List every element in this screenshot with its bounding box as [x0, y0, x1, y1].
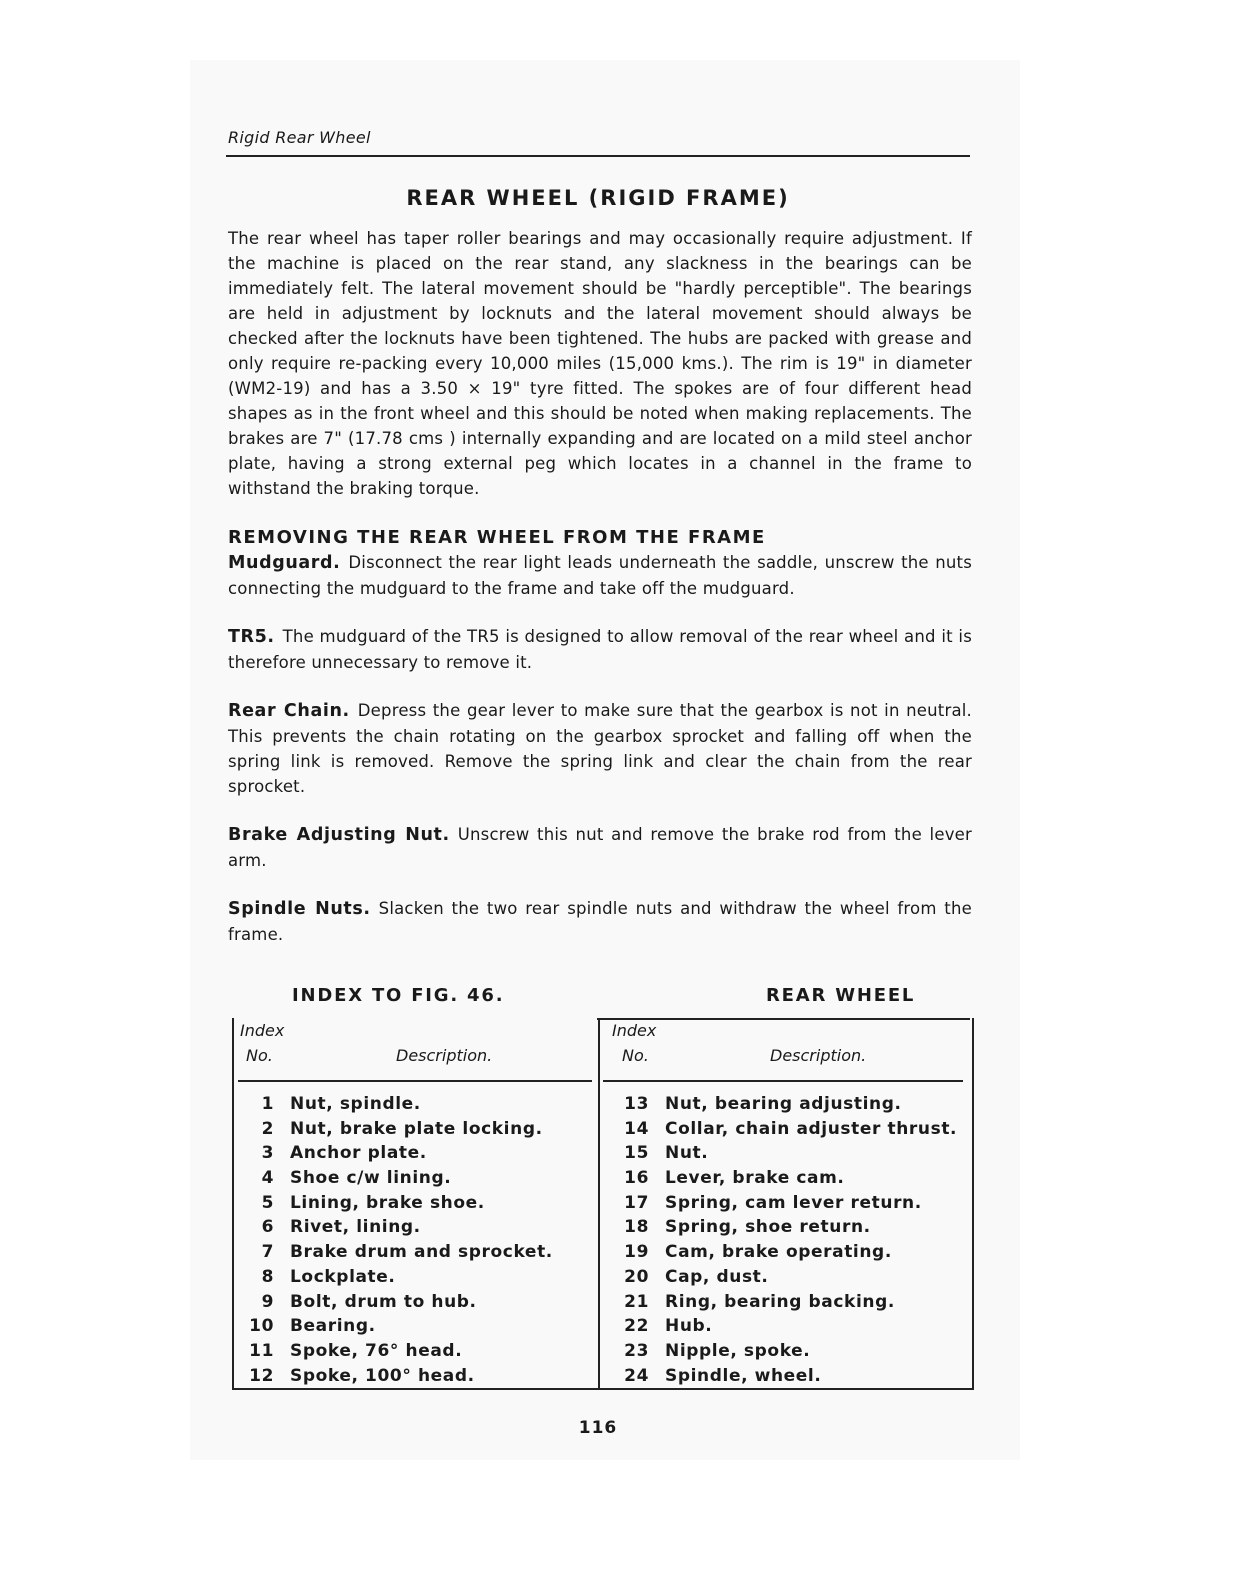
header-description-left: Description.	[396, 1046, 493, 1065]
index-number: 10	[249, 1316, 274, 1337]
index-column-right	[605, 1092, 957, 1388]
index-row	[230, 1117, 553, 1142]
index-row	[605, 1290, 957, 1315]
index-title: INDEX TO FIG. 46.	[292, 985, 505, 1006]
table-header-rule-right	[603, 1080, 963, 1082]
mudguard-paragraph	[228, 550, 972, 601]
index-row	[605, 1117, 957, 1142]
index-description: Nut, brake plate locking.	[290, 1118, 543, 1139]
index-row	[605, 1265, 957, 1290]
index-row	[230, 1215, 553, 1240]
index-row	[230, 1314, 553, 1339]
header-index-left: Index	[240, 1021, 285, 1040]
index-column-left	[230, 1092, 553, 1388]
index-description: Nut, spindle.	[290, 1094, 421, 1114]
index-number: 7	[261, 1242, 274, 1263]
index-description: Nipple, spoke.	[665, 1340, 811, 1361]
index-description: Spring, shoe return.	[665, 1217, 871, 1238]
index-row	[230, 1191, 553, 1216]
index-description: Bearing.	[290, 1316, 376, 1337]
index-description: Anchor plate.	[290, 1143, 427, 1164]
spindle-nuts-paragraph	[228, 896, 972, 947]
index-number: 21	[624, 1291, 649, 1312]
rear-chain-paragraph	[228, 698, 972, 799]
index-number: 3	[261, 1143, 274, 1164]
index-number: 1	[261, 1094, 274, 1114]
index-description: Lever, brake cam.	[665, 1168, 845, 1189]
index-number: 23	[624, 1340, 649, 1361]
index-row	[230, 1290, 553, 1315]
index-number: 22	[624, 1316, 649, 1337]
index-description: Lockplate.	[290, 1266, 396, 1287]
index-description: Collar, chain adjuster thrust.	[665, 1118, 958, 1139]
index-description: Bolt, drum to hub.	[290, 1291, 477, 1312]
index-number: 18	[624, 1217, 649, 1238]
index-row	[605, 1314, 957, 1339]
index-row	[605, 1092, 957, 1117]
table-top-rule	[597, 1018, 970, 1020]
paragraph-text: Disconnect the rear light leads underneath the saddle, unscrew the nuts connecting the mudguard to the frame and take off the mudguard.	[228, 553, 972, 598]
paragraph-text: The mudguard of the TR5 is designed to allow removal of the rear wheel and it is therefore unnecessary to remove it.	[228, 627, 972, 672]
index-number: 24	[624, 1365, 649, 1386]
index-number: 13	[624, 1094, 649, 1114]
paragraph-lead: Rear Chain.	[228, 701, 350, 721]
index-description: Cam, brake operating.	[665, 1242, 892, 1263]
index-number: 11	[249, 1340, 274, 1361]
index-description: Spindle, wheel.	[665, 1365, 822, 1386]
index-row	[230, 1240, 553, 1265]
index-row	[605, 1215, 957, 1240]
index-row	[230, 1092, 553, 1117]
intro-paragraph: The rear wheel has taper roller bearings and may occasionally require adjustment. If the machine is placed on the rear stand, any slackness in the bearings can be immediately felt. The lateral movement should be "hardly perceptible". The bearings are held in adjustment by locknuts and the lateral movement should always be checked after the locknuts have been tightened. The hubs are packed with grease and only require re-packing every 10,000 miles (15,000 kms.). The rim is 19" in diameter (WM2-19) and has a 3.50 × 19" tyre fitted. The spokes are of four different head shapes as in the front wheel and this should be noted when making replacements. The brakes are 7" (17.78 cms ) internally expanding and are located on a mild steel anchor plate, having a strong external peg which locates in a channel in the frame to withstand the braking torque.	[228, 229, 972, 498]
index-description: Spring, cam lever return.	[665, 1192, 922, 1213]
index-number: 5	[261, 1192, 274, 1213]
running-head: Rigid Rear Wheel	[228, 128, 371, 147]
index-row	[230, 1364, 553, 1389]
table-column-divider	[598, 1020, 600, 1388]
paragraph-text: Unscrew this nut and remove the brake rod from the lever arm.	[228, 825, 972, 870]
index-number: 6	[261, 1217, 274, 1238]
header-no-left: No.	[246, 1046, 273, 1065]
index-number: 12	[249, 1365, 274, 1386]
header-description-right: Description.	[770, 1046, 867, 1065]
index-number: 8	[261, 1266, 274, 1287]
table-header-rule-left	[238, 1080, 592, 1082]
index-number: 9	[261, 1291, 274, 1312]
index-description: Brake drum and sprocket.	[290, 1242, 553, 1263]
index-description: Hub.	[665, 1316, 713, 1337]
paragraph-text: Depress the gear lever to make sure that the gearbox is not in neutral. This prevents the chain rotating on the gearbox sprocket and falling off when the spring link is removed. Remove the spring link and clear the chain from the rear sprocket.	[228, 701, 972, 796]
paragraph-text: Slacken the two rear spindle nuts and withdraw the wheel from the frame.	[228, 899, 972, 944]
header-no-right: No.	[622, 1046, 649, 1065]
page-title: REAR WHEEL (RIGID FRAME)	[406, 186, 790, 210]
page-number: 116	[578, 1418, 618, 1438]
index-description: Nut, bearing adjusting.	[665, 1094, 902, 1114]
index-description: Spoke, 76° head.	[290, 1340, 463, 1361]
index-row	[230, 1339, 553, 1364]
index-number: 17	[624, 1192, 649, 1213]
index-description: Shoe c/w lining.	[290, 1168, 452, 1189]
paragraph-lead: TR5.	[228, 627, 275, 647]
index-row	[230, 1141, 553, 1166]
index-row	[605, 1240, 957, 1265]
index-row	[605, 1364, 957, 1389]
index-number: 2	[261, 1118, 274, 1139]
index-description: Lining, brake shoe.	[290, 1192, 485, 1213]
index-number: 14	[624, 1118, 649, 1139]
index-subject: REAR WHEEL	[766, 985, 916, 1006]
header-rule	[226, 155, 970, 157]
brake-adjusting-nut-paragraph	[228, 822, 972, 873]
index-number: 15	[624, 1143, 649, 1164]
index-number: 16	[624, 1168, 649, 1189]
index-row	[605, 1141, 957, 1166]
index-row	[230, 1166, 553, 1191]
index-row	[230, 1265, 553, 1290]
index-number: 20	[624, 1266, 649, 1287]
index-description: Spoke, 100° head.	[290, 1365, 475, 1386]
index-row	[605, 1166, 957, 1191]
index-description: Cap, dust.	[665, 1266, 769, 1287]
index-description: Rivet, lining.	[290, 1217, 421, 1238]
paragraph-lead: Brake Adjusting Nut.	[228, 825, 450, 845]
index-number: 19	[624, 1242, 649, 1263]
index-row	[605, 1191, 957, 1216]
index-description: Ring, bearing backing.	[665, 1291, 895, 1312]
index-description: Nut.	[665, 1143, 709, 1164]
paragraph-lead: Spindle Nuts.	[228, 899, 371, 919]
section-heading: REMOVING THE REAR WHEEL FROM THE FRAME	[228, 527, 766, 548]
index-number: 4	[261, 1168, 274, 1189]
index-row	[605, 1339, 957, 1364]
header-index-right: Index	[612, 1021, 657, 1040]
paragraph-lead: Mudguard.	[228, 553, 341, 573]
tr5-paragraph	[228, 624, 972, 675]
